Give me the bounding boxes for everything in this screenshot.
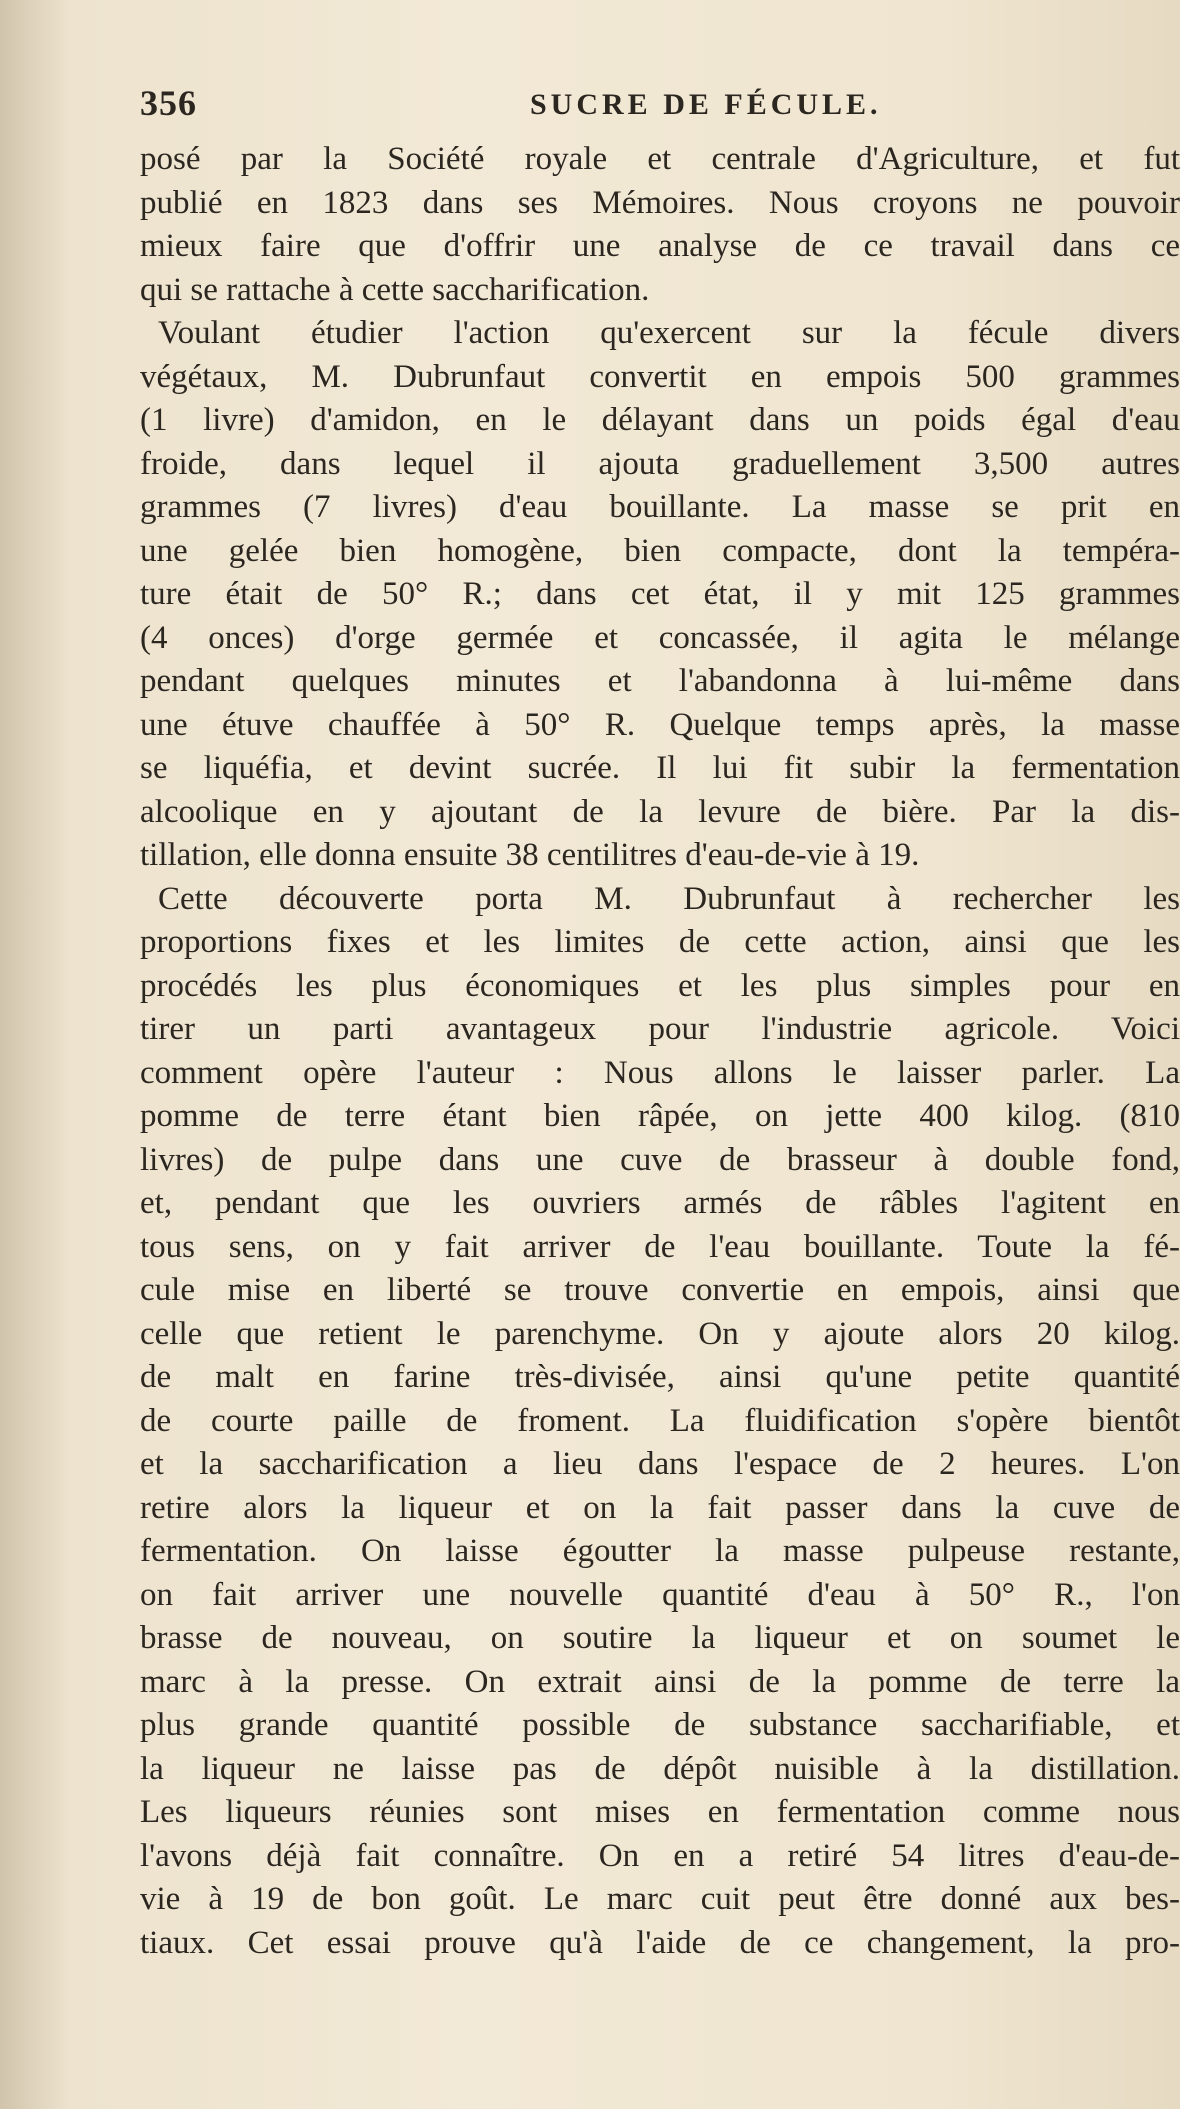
- text-line: mieux faire que d'offrir une analyse de ce travail dans ce: [140, 228, 1180, 264]
- text-line: pomme de terre étant bien râpée, on jette 400 kilog. (810: [140, 1098, 1180, 1134]
- text-line: on fait arriver une nouvelle quantité d'eau à 50° R., l'on: [140, 1576, 1180, 1613]
- text-line: alcoolique en y ajoutant de la levure de bière. Par la dis-: [140, 793, 1180, 830]
- text-line: tous sens, on y fait arriver de l'eau bouillante. Toute la fé-: [140, 1228, 1180, 1265]
- text-line: Les liqueurs réunies sont mises en fermentation comme nous: [140, 1794, 1180, 1830]
- text-line: Voulant étudier l'action qu'exercent sur la fécule divers: [158, 315, 1180, 351]
- text-line: tillation, elle donna ensuite 38 centilitres d'eau-de-vie à 19.: [140, 837, 920, 873]
- text-line: cule mise en liberté se trouve convertie en empois, ainsi que: [140, 1272, 1180, 1308]
- text-line: publié en 1823 dans ses Mémoires. Nous croyons ne pouvoir: [140, 184, 1180, 221]
- text-line: (4 onces) d'orge germée et concassée, il agita le mélange: [140, 619, 1180, 656]
- text-line: retire alors la liqueur et on la fait passer dans la cuve de: [140, 1489, 1180, 1526]
- text-line: froide, dans lequel il ajouta graduellement 3,500 autres: [140, 445, 1180, 482]
- text-line: (1 livre) d'amidon, en le délayant dans un poids égal d'eau: [140, 402, 1180, 438]
- text-line: livres) de pulpe dans une cuve de brasseur à double fond,: [140, 1141, 1180, 1178]
- text-line: vie à 19 de bon goût. Le marc cuit peut être donné aux bes-: [140, 1881, 1180, 1917]
- running-title: SUCRE DE FÉCULE.: [530, 88, 882, 121]
- text-line: pendant quelques minutes et l'abandonna à lui-même dans: [140, 663, 1180, 699]
- body-text: [140, 138, 1180, 1965]
- text-line: une gelée bien homogène, bien compacte, dont la tempéra-: [140, 532, 1180, 569]
- page-number: 356: [140, 83, 197, 123]
- text-line: grammes (7 livres) d'eau bouillante. La masse se prit en: [140, 489, 1180, 525]
- text-line: Cette découverte porta M. Dubrunfaut à rechercher les: [158, 880, 1180, 917]
- text-line: brasse de nouveau, on soutire la liqueur et on soumet le: [140, 1620, 1180, 1656]
- spine-shadow: [0, 0, 70, 2109]
- text-line: et, pendant que les ouvriers armés de râbles l'agitent en: [140, 1185, 1180, 1221]
- text-line: proportions fixes et les limites de cette action, ainsi que les: [140, 924, 1180, 960]
- text-line: se liquéfia, et devint sucrée. Il lui fit subir la fermentation: [140, 750, 1180, 786]
- text-line: de courte paille de froment. La fluidification s'opère bientôt: [140, 1402, 1180, 1439]
- text-line: celle que retient le parenchyme. On y ajoute alors 20 kilog.: [140, 1315, 1180, 1352]
- text-line: une étuve chauffée à 50° R. Quelque temps après, la masse: [140, 706, 1180, 743]
- text-line: ture était de 50° R.; dans cet état, il y mit 125 grammes: [140, 576, 1180, 612]
- text-line: de malt en farine très-divisée, ainsi qu'une petite quantité: [140, 1359, 1180, 1395]
- text-line: et la saccharification a lieu dans l'espace de 2 heures. L'on: [140, 1446, 1180, 1482]
- running-head: [130, 82, 1140, 132]
- text-line: qui se rattache à cette saccharification.: [140, 271, 650, 308]
- text-line: marc à la presse. On extrait ainsi de la pomme de terre la: [140, 1663, 1180, 1700]
- text-line: végétaux, M. Dubrunfaut convertit en empois 500 grammes: [140, 358, 1180, 395]
- text-line: tiaux. Cet essai prouve qu'à l'aide de ce changement, la pro-: [140, 1924, 1180, 1961]
- text-line: posé par la Société royale et centrale d'Agriculture, et fut: [140, 141, 1180, 177]
- text-line: la liqueur ne laisse pas de dépôt nuisible à la distillation.: [140, 1750, 1180, 1787]
- text-line: tirer un parti avantageux pour l'industrie agricole. Voici: [140, 1011, 1180, 1047]
- text-line: l'avons déjà fait connaître. On en a retiré 54 litres d'eau-de-: [140, 1837, 1180, 1874]
- text-line: fermentation. On laisse égoutter la masse pulpeuse restante,: [140, 1533, 1180, 1569]
- text-line: plus grande quantité possible de substance saccharifiable, et: [140, 1707, 1180, 1743]
- text-line: procédés les plus économiques et les plus simples pour en: [140, 967, 1180, 1004]
- text-line: comment opère l'auteur : Nous allons le laisser parler. La: [140, 1054, 1180, 1091]
